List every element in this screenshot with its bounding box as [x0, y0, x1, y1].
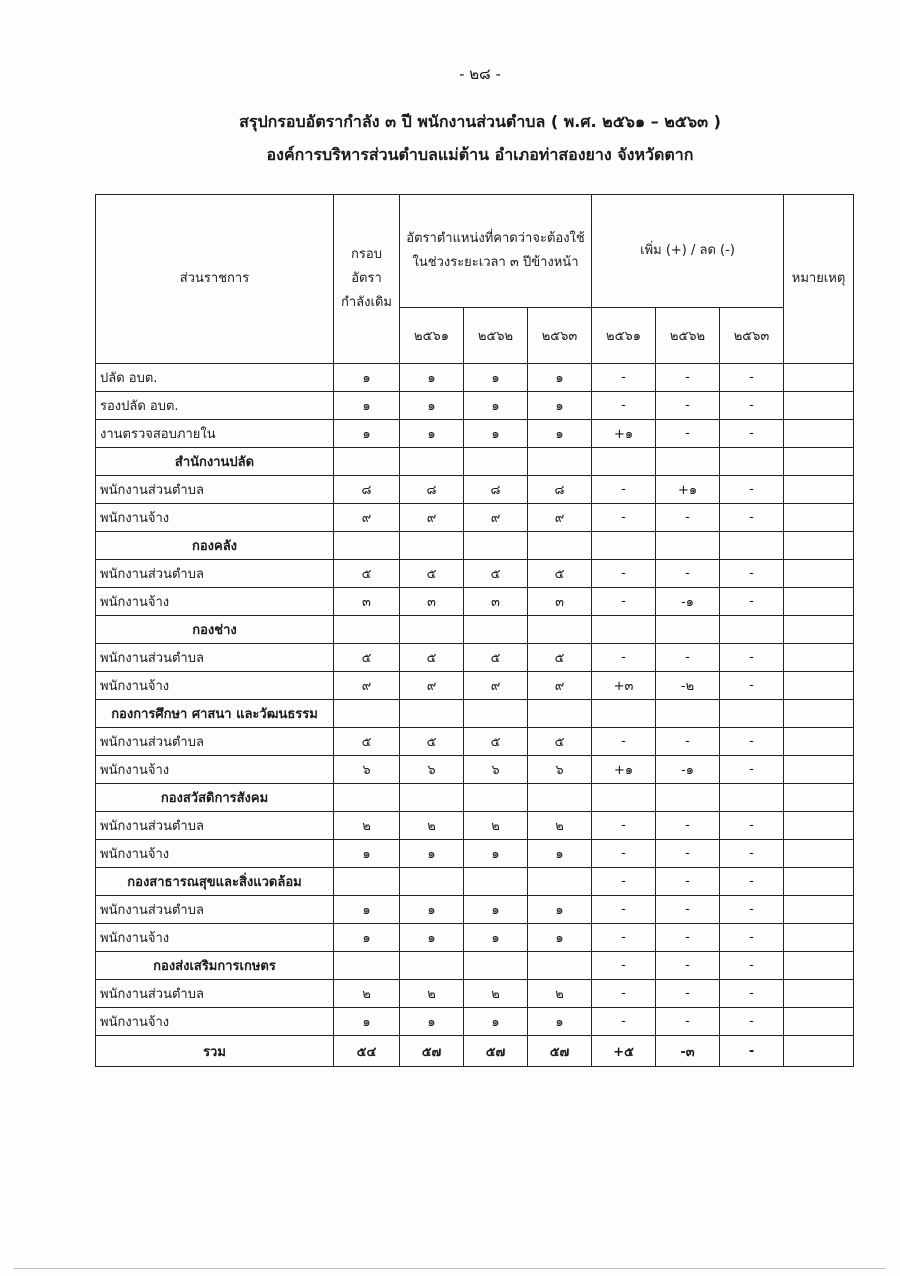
table-cell	[464, 532, 528, 560]
table-cell: ๘	[528, 476, 592, 504]
table-cell: -๑	[656, 756, 720, 784]
table-cell: ๒	[528, 980, 592, 1008]
table-cell: ๘	[334, 476, 400, 504]
table-cell	[656, 616, 720, 644]
table-cell: -	[720, 476, 784, 504]
table-cell: -	[592, 476, 656, 504]
table-cell: ๑	[528, 840, 592, 868]
table-cell	[656, 532, 720, 560]
remark-cell	[784, 728, 854, 756]
header-needed: อัตราตำแหน่งที่คาดว่าจะต้องใช้ในช่วงระยะเวลา ๓ ปีข้างหน้า	[400, 195, 592, 308]
table-cell: ๕	[528, 644, 592, 672]
remark-cell	[784, 616, 854, 644]
table-cell: ๕	[464, 728, 528, 756]
unit-name: พนักงานส่วนตำบล	[96, 728, 334, 756]
page-number: - ๒๘ -	[459, 65, 501, 83]
staffing-table	[95, 194, 854, 1067]
table-cell: ๕	[334, 560, 400, 588]
table-cell	[656, 448, 720, 476]
table-cell: -๑	[656, 588, 720, 616]
table-cell: ๙	[464, 672, 528, 700]
table-row	[96, 896, 854, 924]
remark-cell	[784, 1036, 854, 1067]
group-row	[96, 448, 854, 476]
group-title: กองคลัง	[96, 532, 334, 560]
remark-cell	[784, 924, 854, 952]
unit-name: พนักงานจ้าง	[96, 504, 334, 532]
unit-name: พนักงานจ้าง	[96, 840, 334, 868]
unit-name: พนักงานส่วนตำบล	[96, 812, 334, 840]
header-frame: กรอบอัตรากำลังเดิม	[334, 195, 400, 364]
table-cell: -	[720, 924, 784, 952]
table-cell: ๑	[464, 364, 528, 392]
unit-name: พนักงานส่วนตำบล	[96, 644, 334, 672]
table-cell: -	[656, 420, 720, 448]
table-cell: -	[656, 504, 720, 532]
table-cell: ๑	[400, 840, 464, 868]
table-cell	[400, 700, 464, 728]
table-cell: ๓	[528, 588, 592, 616]
header-year: ๒๕๖๒	[464, 308, 528, 364]
header-unit: ส่วนราชการ	[96, 195, 334, 364]
remark-cell	[784, 896, 854, 924]
unit-name: พนักงานส่วนตำบล	[96, 560, 334, 588]
table-cell: -	[720, 756, 784, 784]
unit-name: พนักงานจ้าง	[96, 672, 334, 700]
table-cell: ๕	[528, 560, 592, 588]
table-cell: ๓	[464, 588, 528, 616]
table-cell: ๕	[464, 644, 528, 672]
table-cell: ๖	[400, 756, 464, 784]
table-cell: -	[656, 896, 720, 924]
table-cell	[528, 532, 592, 560]
table-cell: -	[656, 364, 720, 392]
table-cell	[464, 952, 528, 980]
table-cell	[720, 616, 784, 644]
group-row	[96, 616, 854, 644]
table-row	[96, 392, 854, 420]
table-cell: ๒	[464, 980, 528, 1008]
table-cell: -	[592, 728, 656, 756]
table-row	[96, 504, 854, 532]
table-cell: -	[720, 980, 784, 1008]
remark-cell	[784, 420, 854, 448]
table-cell: ๒	[464, 812, 528, 840]
table-cell	[592, 448, 656, 476]
table-cell: -	[656, 1008, 720, 1036]
table-cell: ๕	[400, 644, 464, 672]
table-cell: -	[656, 728, 720, 756]
table-cell	[592, 616, 656, 644]
table-cell: ๘	[400, 476, 464, 504]
group-row	[96, 700, 854, 728]
table-cell: -	[656, 644, 720, 672]
table-cell: +๓	[592, 672, 656, 700]
table-cell: ๕	[334, 644, 400, 672]
group-row	[96, 784, 854, 812]
remark-cell	[784, 588, 854, 616]
table-cell: ๒	[334, 980, 400, 1008]
table-cell: -	[656, 924, 720, 952]
table-cell	[400, 532, 464, 560]
table-cell: -	[720, 952, 784, 980]
table-cell: -	[720, 588, 784, 616]
table-cell	[464, 448, 528, 476]
table-cell: -	[592, 868, 656, 896]
table-row	[96, 728, 854, 756]
remark-cell	[784, 644, 854, 672]
remark-cell	[784, 980, 854, 1008]
table-cell: -	[656, 952, 720, 980]
remark-cell	[784, 952, 854, 980]
table-row	[96, 644, 854, 672]
header-year: ๒๕๖๑	[592, 308, 656, 364]
remark-cell	[784, 476, 854, 504]
group-title: กองสวัสดิการสังคม	[96, 784, 334, 812]
table-cell	[656, 784, 720, 812]
unit-name: ปลัด อบต.	[96, 364, 334, 392]
group-title: กองส่งเสริมการเกษตร	[96, 952, 334, 980]
table-cell: +๑	[592, 420, 656, 448]
table-row	[96, 924, 854, 952]
table-cell: ๑	[400, 924, 464, 952]
table-cell: -	[720, 896, 784, 924]
table-cell	[334, 532, 400, 560]
table-cell: ๑	[528, 392, 592, 420]
table-cell: ๑	[464, 392, 528, 420]
table-cell	[528, 784, 592, 812]
table-cell: -	[592, 560, 656, 588]
table-cell: ๕	[400, 728, 464, 756]
table-cell	[464, 700, 528, 728]
table-cell: ๙	[464, 504, 528, 532]
table-cell: ๙	[528, 672, 592, 700]
table-cell: -	[720, 1008, 784, 1036]
table-cell: -	[656, 868, 720, 896]
table-cell: ๑	[334, 840, 400, 868]
table-row	[96, 1008, 854, 1036]
table-cell: ๕	[528, 728, 592, 756]
table-cell: -	[656, 840, 720, 868]
table-cell	[334, 952, 400, 980]
table-cell	[592, 784, 656, 812]
table-cell: -	[720, 504, 784, 532]
table-cell	[528, 448, 592, 476]
table-cell	[720, 448, 784, 476]
table-cell: -	[592, 1008, 656, 1036]
table-cell: ๑	[334, 392, 400, 420]
table-cell: ๕๗	[400, 1036, 464, 1067]
table-cell: -	[592, 364, 656, 392]
table-cell: -	[720, 644, 784, 672]
table-cell	[400, 448, 464, 476]
unit-name: พนักงานส่วนตำบล	[96, 476, 334, 504]
unit-name: พนักงานจ้าง	[96, 924, 334, 952]
remark-cell	[784, 504, 854, 532]
table-cell	[334, 784, 400, 812]
remark-cell	[784, 560, 854, 588]
table-cell: ๕๗	[464, 1036, 528, 1067]
table-cell	[334, 868, 400, 896]
page-bottom-edge	[14, 1268, 886, 1269]
table-body	[96, 364, 854, 1067]
table-cell: ๒	[400, 980, 464, 1008]
table-cell: ๑	[334, 1008, 400, 1036]
table-cell: -๓	[656, 1036, 720, 1067]
table-cell	[464, 784, 528, 812]
table-cell	[720, 700, 784, 728]
table-cell: ๑	[528, 364, 592, 392]
table-cell: -	[720, 868, 784, 896]
table-cell: -	[720, 728, 784, 756]
table-cell: ๖	[528, 756, 592, 784]
table-cell	[400, 868, 464, 896]
table-cell	[592, 532, 656, 560]
table-cell: ๑	[528, 1008, 592, 1036]
table-cell: +๕	[592, 1036, 656, 1067]
table-cell: -	[720, 364, 784, 392]
table-cell: -	[592, 952, 656, 980]
group-title: กองสาธารณสุขและสิ่งแวดล้อม	[96, 868, 334, 896]
group-row	[96, 532, 854, 560]
table-row	[96, 812, 854, 840]
table-cell: ๕	[334, 728, 400, 756]
table-cell: ๑	[400, 1008, 464, 1036]
table-cell	[528, 868, 592, 896]
header-year: ๒๕๖๓	[720, 308, 784, 364]
table-row	[96, 840, 854, 868]
table-cell: ๕	[400, 560, 464, 588]
table-cell	[400, 616, 464, 644]
table-row	[96, 364, 854, 392]
unit-name: พนักงานส่วนตำบล	[96, 896, 334, 924]
table-cell: -	[656, 560, 720, 588]
table-cell	[334, 616, 400, 644]
table-row	[96, 588, 854, 616]
table-cell: ๒	[334, 812, 400, 840]
table-cell: -	[592, 644, 656, 672]
remark-cell	[784, 1008, 854, 1036]
table-cell: ๑	[400, 392, 464, 420]
table-cell: -	[720, 672, 784, 700]
table-cell: -	[592, 392, 656, 420]
remark-cell	[784, 448, 854, 476]
table-cell: ๑	[464, 420, 528, 448]
table-cell: ๑	[400, 420, 464, 448]
table-cell: ๑	[334, 896, 400, 924]
table-cell: ๙	[334, 504, 400, 532]
table-cell: ๕๔	[334, 1036, 400, 1067]
remark-cell	[784, 784, 854, 812]
table-cell: ๑	[464, 896, 528, 924]
table-cell: ๑	[528, 924, 592, 952]
table-cell: ๕๗	[528, 1036, 592, 1067]
remark-cell	[784, 392, 854, 420]
table-cell: ๕	[464, 560, 528, 588]
remark-cell	[784, 756, 854, 784]
table-row	[96, 672, 854, 700]
table-cell: -	[656, 392, 720, 420]
table-cell	[720, 784, 784, 812]
remark-cell	[784, 672, 854, 700]
unit-name: รองปลัด อบต.	[96, 392, 334, 420]
table-cell: ๓	[400, 588, 464, 616]
table-cell: ๓	[334, 588, 400, 616]
unit-name: พนักงานจ้าง	[96, 588, 334, 616]
table-row	[96, 420, 854, 448]
table-cell: ๑	[528, 420, 592, 448]
unit-name: พนักงานส่วนตำบล	[96, 980, 334, 1008]
table-cell	[334, 700, 400, 728]
table-cell	[592, 700, 656, 728]
table-cell: ๑	[464, 840, 528, 868]
table-cell: ๘	[464, 476, 528, 504]
table-cell: ๖	[464, 756, 528, 784]
table-cell: ๙	[334, 672, 400, 700]
table-cell: ๒	[400, 812, 464, 840]
table-cell	[528, 616, 592, 644]
table-cell	[400, 784, 464, 812]
table-cell: ๙	[400, 672, 464, 700]
table-cell: ๑	[400, 364, 464, 392]
remark-cell	[784, 868, 854, 896]
table-cell: -	[720, 812, 784, 840]
remark-cell	[784, 812, 854, 840]
table-cell: ๑	[464, 924, 528, 952]
table-cell: -	[592, 588, 656, 616]
unit-name: งานตรวจสอบภายใน	[96, 420, 334, 448]
table-cell: -	[720, 840, 784, 868]
table-cell: -	[720, 560, 784, 588]
table-cell: ๑	[464, 1008, 528, 1036]
table-cell	[400, 952, 464, 980]
table-cell: ๙	[528, 504, 592, 532]
table-cell: -	[656, 812, 720, 840]
table-cell: -	[592, 896, 656, 924]
header-year: ๒๕๖๓	[528, 308, 592, 364]
table-cell: +๑	[656, 476, 720, 504]
table-cell: ๙	[400, 504, 464, 532]
table-cell: ๑	[334, 364, 400, 392]
table-row	[96, 560, 854, 588]
table-cell: +๑	[592, 756, 656, 784]
page-title: สรุปกรอบอัตรากำลัง ๓ ปี พนักงานส่วนตำบล ( พ.ศ. ๒๕๖๑ – ๒๕๖๓ )	[239, 112, 721, 131]
unit-name: พนักงานจ้าง	[96, 1008, 334, 1036]
remark-cell	[784, 840, 854, 868]
remark-cell	[784, 364, 854, 392]
table-cell: ๒	[528, 812, 592, 840]
remark-cell	[784, 532, 854, 560]
header-year: ๒๕๖๑	[400, 308, 464, 364]
group-title: กองการศึกษา ศาสนา และวัฒนธรรม	[96, 700, 334, 728]
header-year: ๒๕๖๒	[656, 308, 720, 364]
group-title: กองช่าง	[96, 616, 334, 644]
group-title: สำนักงานปลัด	[96, 448, 334, 476]
table-cell: -	[656, 980, 720, 1008]
table-cell	[720, 532, 784, 560]
page-subtitle: องค์การบริหารส่วนตำบลแม่ต้าน อำเภอท่าสองยาง จังหวัดตาก	[266, 145, 694, 164]
table-cell: ๑	[400, 896, 464, 924]
table-cell: -	[720, 392, 784, 420]
table-cell: -	[592, 812, 656, 840]
table-cell	[656, 700, 720, 728]
table-cell: -	[720, 420, 784, 448]
table-cell	[464, 616, 528, 644]
remark-cell	[784, 700, 854, 728]
total-row	[96, 1036, 854, 1067]
table-row	[96, 980, 854, 1008]
table-cell	[464, 868, 528, 896]
table-cell: -	[592, 504, 656, 532]
table-cell: -	[592, 980, 656, 1008]
table-row	[96, 476, 854, 504]
total-label: รวม	[96, 1036, 334, 1067]
table-cell: -	[592, 840, 656, 868]
table-cell	[334, 448, 400, 476]
table-cell	[528, 700, 592, 728]
group-row	[96, 868, 854, 896]
header-remark: หมายเหตุ	[784, 195, 854, 364]
table-cell: -	[720, 1036, 784, 1067]
unit-name: พนักงานจ้าง	[96, 756, 334, 784]
table-row	[96, 756, 854, 784]
header-change: เพิ่ม (+) / ลด (-)	[592, 195, 784, 308]
table-cell: ๖	[334, 756, 400, 784]
table-cell: -	[592, 924, 656, 952]
table-cell	[528, 952, 592, 980]
group-row	[96, 952, 854, 980]
table-cell: ๑	[334, 924, 400, 952]
table-cell: ๑	[528, 896, 592, 924]
table-cell: -๒	[656, 672, 720, 700]
table-cell: ๑	[334, 420, 400, 448]
